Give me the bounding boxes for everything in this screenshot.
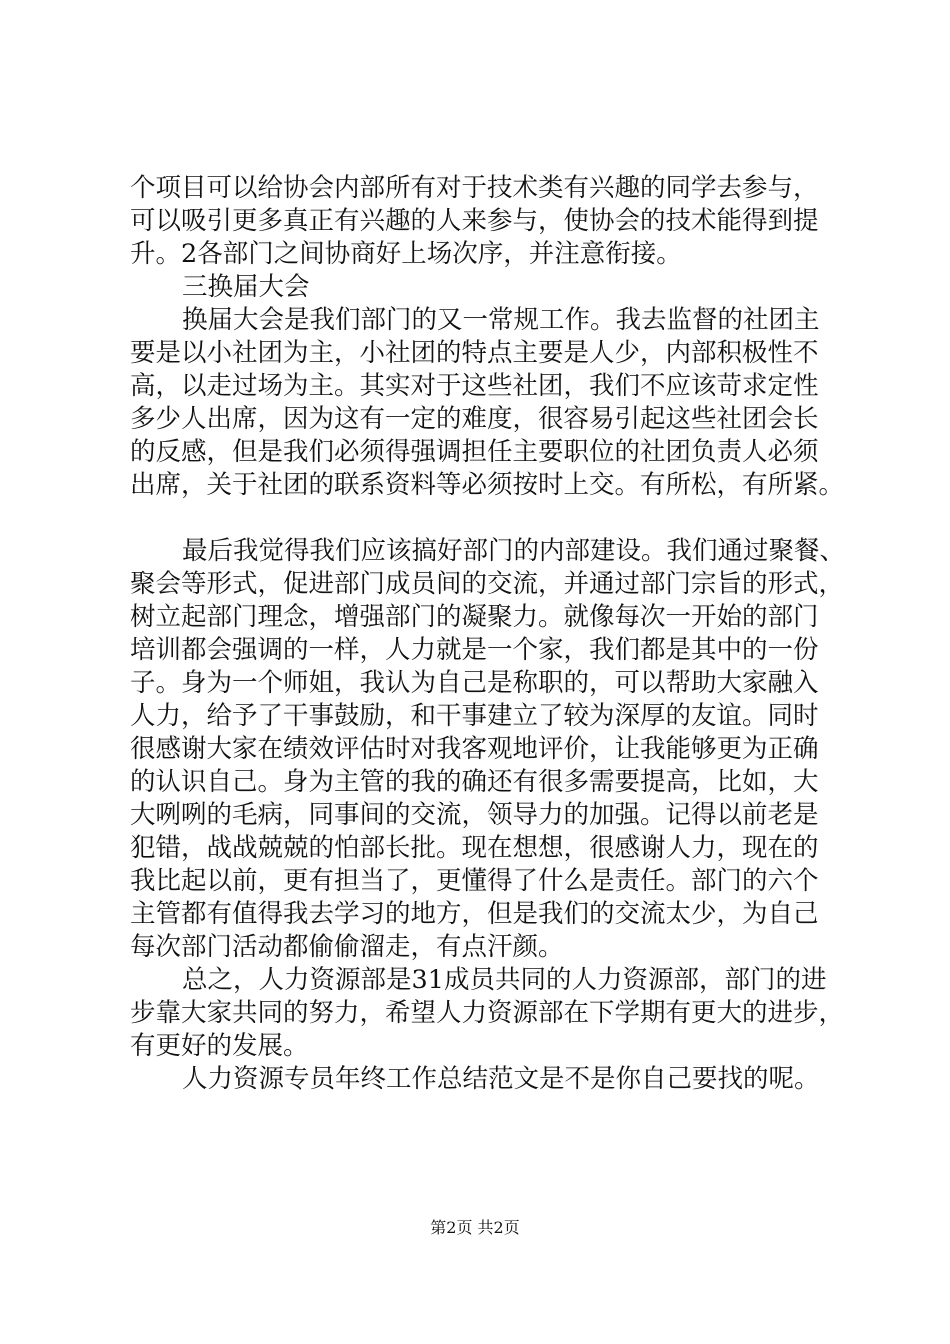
text-line: 很感谢大家在绩效评估时对我客观地评价，让我能够更为正确	[130, 734, 819, 764]
text-line: 每次部门活动都偷偷溜走，有点汗颜。	[130, 932, 564, 962]
text-line: 出席，关于社团的联系资料等必须按时上交。有所松，有所紧。	[130, 470, 845, 500]
text-line: 的认识自己。身为主管的我的确还有很多需要提高，比如，大	[130, 767, 819, 797]
text-line: 大咧咧的毛病，同事间的交流，领导力的加强。记得以前老是	[130, 800, 819, 830]
text-line: 主管都有值得我去学习的地方，但是我们的交流太少，为自己	[130, 899, 819, 929]
text-line: 聚会等形式，促进部门成员间的交流，并通过部门宗旨的形式，	[130, 569, 845, 599]
text-line: 树立起部门理念，增强部门的凝聚力。就像每次一开始的部门	[130, 602, 819, 632]
text-line: 有更好的发展。	[130, 1031, 309, 1061]
text-line: 我比起以前，更有担当了，更懂得了什么是责任。部门的六个	[130, 866, 819, 896]
document-body	[130, 172, 850, 1096]
text-line: 高，以走过场为主。其实对于这些社团，我们不应该苛求定性	[130, 371, 819, 401]
text-line: 步靠大家共同的努力，希望人力资源部在下学期有更大的进步，	[130, 998, 845, 1028]
text-line: 升。2各部门之间协商好上场次序，并注意衔接。	[130, 239, 682, 269]
text-line: 人力资源专员年终工作总结范文是不是你自己要找的呢。	[182, 1064, 820, 1094]
text-line: 个项目可以给协会内部所有对于技术类有兴趣的同学去参与，	[130, 173, 819, 203]
text-line: 要是以小社团为主，小社团的特点主要是人少，内部积极性不	[130, 338, 819, 368]
section-heading: 三换届大会	[182, 272, 310, 302]
text-line: 犯错，战战兢兢的怕部长批。现在想想，很感谢人力，现在的	[130, 833, 819, 863]
text-line: 可以吸引更多真正有兴趣的人来参与，使协会的技术能得到提	[130, 206, 819, 236]
text-line: 人力，给予了干事鼓励，和干事建立了较为深厚的友谊。同时	[130, 701, 819, 731]
blank-line	[130, 502, 850, 535]
text-line: 最后我觉得我们应该搞好部门的内部建设。我们通过聚餐、	[182, 536, 846, 566]
text-line: 的反感，但是我们必须得强调担任主要职位的社团负责人必须	[130, 437, 819, 467]
text-line: 培训都会强调的一样，人力就是一个家，我们都是其中的一份	[130, 635, 819, 665]
text-line: 多少人出席，因为这有一定的难度，很容易引起这些社团会长	[130, 404, 819, 434]
text-line: 子。身为一个师姐，我认为自己是称职的，可以帮助大家融入	[130, 668, 819, 698]
text-line: 换届大会是我们部门的又一常规工作。我去监督的社团主	[182, 305, 820, 335]
page-number-footer: 第2页 共2页	[430, 1218, 520, 1237]
text-line: 总之，人力资源部是31成员共同的人力资源部，部门的进	[182, 965, 827, 995]
